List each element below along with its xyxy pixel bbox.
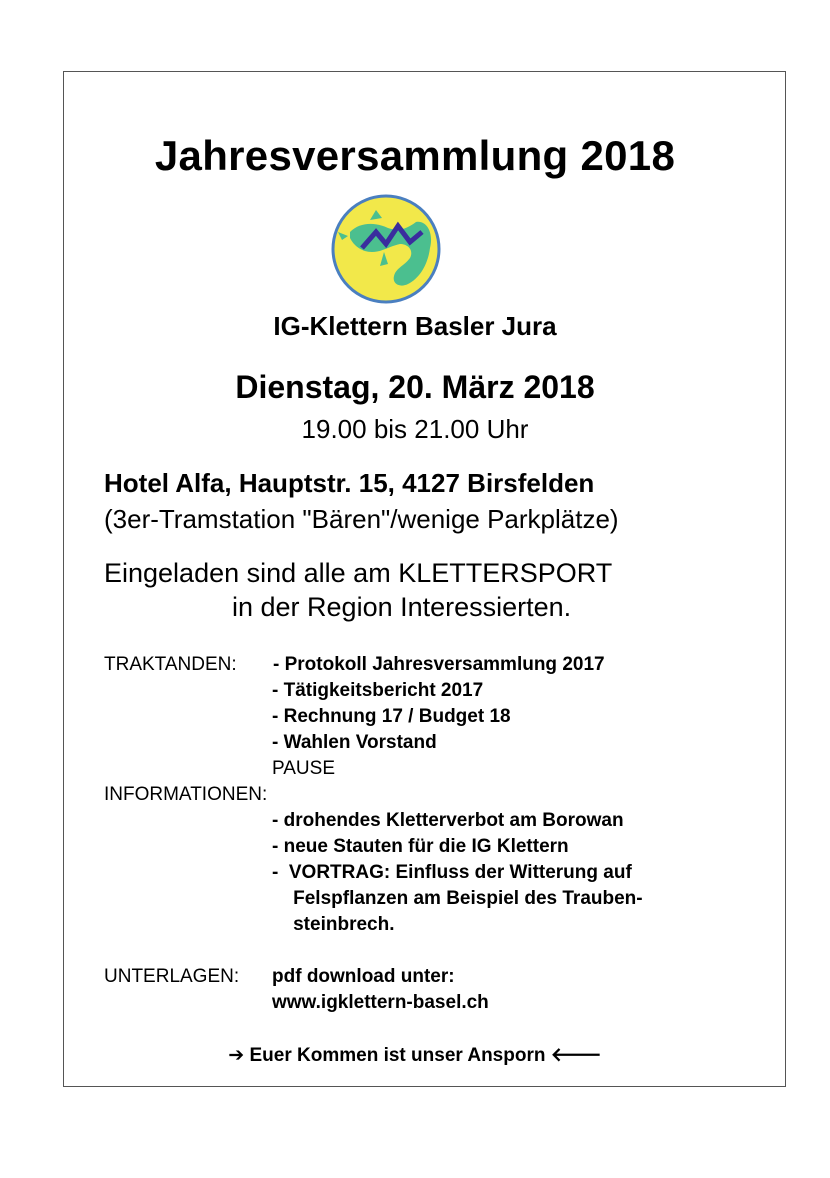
arrow-right-icon: ➔ bbox=[228, 1045, 245, 1066]
traktanden-item: - Tätigkeitsbericht 2017 bbox=[272, 680, 484, 701]
organization-name: IG-Klettern Basler Jura bbox=[273, 311, 557, 341]
download-link[interactable]: www.igklettern-basel.ch bbox=[272, 992, 489, 1013]
information-item: steinbrech. bbox=[272, 914, 395, 935]
information-item: - drohendes Kletterverbot am Borowan bbox=[272, 810, 624, 831]
information-item: - neue Stauten für die IG Klettern bbox=[272, 836, 569, 857]
traktanden-label: TRAKTANDEN: bbox=[104, 654, 237, 675]
page-title: Jahresversammlung 2018 bbox=[154, 132, 676, 179]
traktanden-item: - Rechnung 17 / Budget 18 bbox=[272, 706, 511, 727]
event-venue: Hotel Alfa, Hauptstr. 15, 4127 Birsfelden bbox=[104, 468, 595, 498]
invitation-line-1: Eingeladen sind alle am KLETTERSPORT bbox=[104, 558, 613, 588]
information-item: - VORTRAG: Einfluss der Witterung auf bbox=[272, 862, 632, 883]
footer-slogan bbox=[0, 1043, 830, 1067]
pause-label: PAUSE bbox=[272, 758, 336, 779]
informationen-label: INFORMATIONEN: bbox=[104, 784, 268, 805]
footer-text: Euer Kommen ist unser Ansporn bbox=[249, 1045, 546, 1066]
arrow-left-icon: 🡐 bbox=[550, 1045, 602, 1066]
unterlagen-label: UNTERLAGEN: bbox=[104, 966, 240, 987]
gecko-logo-icon bbox=[330, 192, 442, 306]
event-date: Dienstag, 20. März 2018 bbox=[235, 369, 595, 405]
invitation-line-2: in der Region Interessierten. bbox=[232, 592, 572, 622]
traktanden-item: - Wahlen Vorstand bbox=[272, 732, 437, 753]
unterlagen-text: pdf download unter: bbox=[272, 966, 455, 987]
venue-note: (3er-Tramstation "Bären"/wenige Parkplätze) bbox=[104, 504, 619, 534]
event-time: 19.00 bis 21.00 Uhr bbox=[301, 414, 529, 444]
traktanden-item: - Protokoll Jahresversammlung 2017 bbox=[273, 654, 605, 675]
information-item: Felspflanzen am Beispiel des Trauben- bbox=[272, 888, 643, 909]
